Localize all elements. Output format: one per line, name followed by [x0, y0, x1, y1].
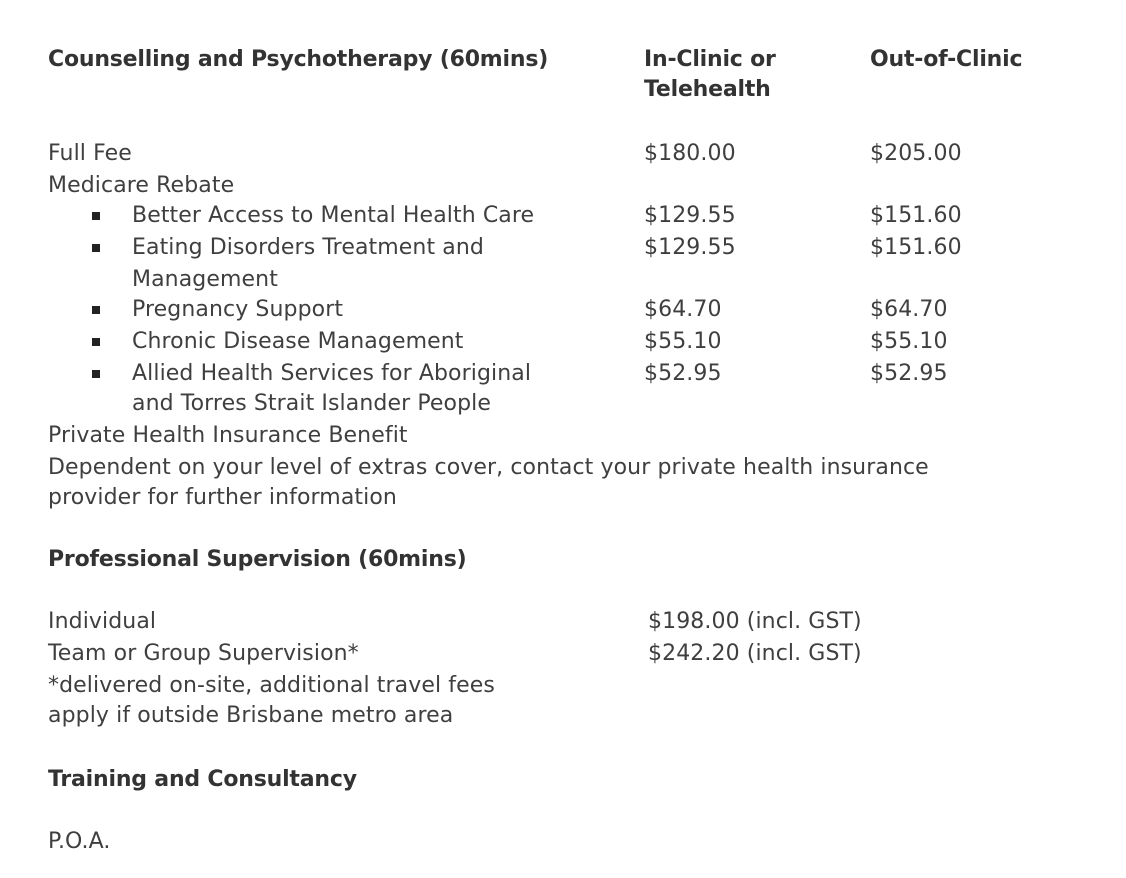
bullet-icon [92, 212, 100, 220]
in-clinic-header-line2: Telehealth [644, 77, 771, 102]
full-fee-label: Full Fee [48, 141, 132, 166]
private-health-note-line2: provider for further information [48, 485, 397, 510]
supervision-note-line2: apply if outside Brisbane metro area [48, 703, 454, 728]
rebate-in-clinic: $52.95 [644, 361, 722, 386]
private-health-label: Private Health Insurance Benefit [48, 423, 408, 448]
rebate-out-clinic: $151.60 [870, 235, 962, 260]
supervision-heading: Professional Supervision (60mins) [48, 547, 467, 572]
rebate-in-clinic: $129.55 [644, 235, 736, 260]
training-heading: Training and Consultancy [48, 767, 357, 792]
supervision-note-line1: *delivered on-site, additional travel fees [48, 673, 495, 698]
private-health-note-line1: Dependent on your level of extras cover, contact your private health insurance [48, 455, 929, 480]
rebate-label: Better Access to Mental Health Care [132, 203, 535, 228]
team-supervision-label: Team or Group Supervision* [48, 641, 359, 666]
rebate-out-clinic: $64.70 [870, 297, 948, 322]
bullet-icon [92, 338, 100, 346]
bullet-icon [92, 370, 100, 378]
out-of-clinic-header: Out-of-Clinic [870, 47, 1023, 72]
counselling-heading: Counselling and Psychotherapy (60mins) [48, 47, 549, 72]
rebate-label: Allied Health Services for Aboriginal [132, 361, 532, 386]
individual-label: Individual [48, 609, 157, 634]
medicare-rebate-label: Medicare Rebate [48, 173, 235, 198]
rebate-label: Chronic Disease Management [132, 329, 464, 354]
rebate-in-clinic: $129.55 [644, 203, 736, 228]
bullet-icon [92, 306, 100, 314]
rebate-in-clinic: $64.70 [644, 297, 722, 322]
rebate-label: Eating Disorders Treatment and [132, 235, 484, 260]
rebate-label: Pregnancy Support [132, 297, 344, 322]
team-supervision-price: $242.20 (incl. GST) [648, 641, 862, 666]
training-price: P.O.A. [48, 829, 111, 854]
bullet-icon [92, 244, 100, 252]
rebate-out-clinic: $55.10 [870, 329, 948, 354]
rebate-label-cont: Management [132, 267, 278, 292]
in-clinic-header-line1: In-Clinic or [644, 47, 776, 72]
individual-price: $198.00 (incl. GST) [648, 609, 862, 634]
rebate-label-cont: and Torres Strait Islander People [132, 391, 492, 416]
full-fee-in-clinic: $180.00 [644, 141, 736, 166]
rebate-out-clinic: $151.60 [870, 203, 962, 228]
rebate-out-clinic: $52.95 [870, 361, 948, 386]
rebate-in-clinic: $55.10 [644, 329, 722, 354]
full-fee-out-clinic: $205.00 [870, 141, 962, 166]
